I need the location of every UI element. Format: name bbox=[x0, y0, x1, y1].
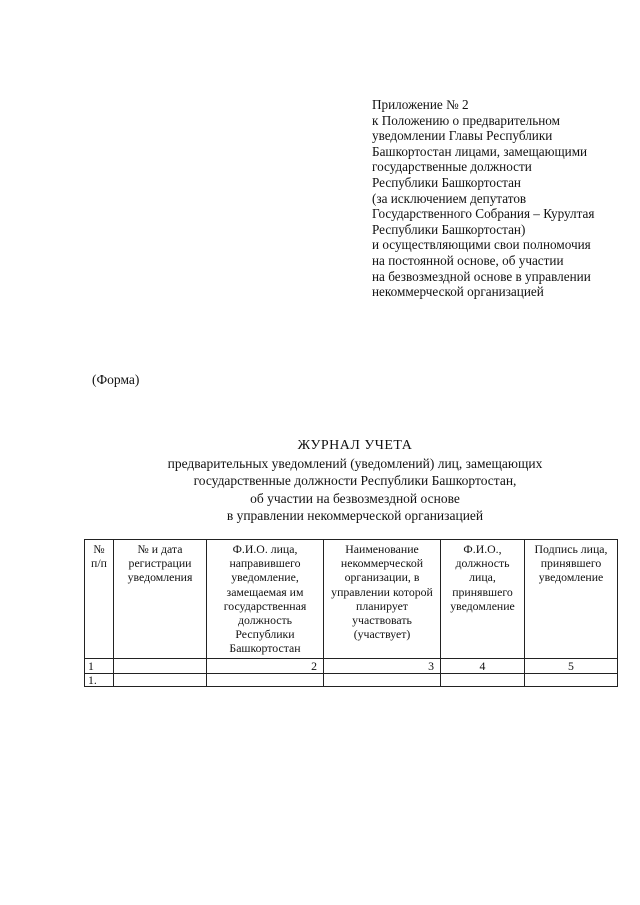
column-numbers-row bbox=[85, 658, 618, 673]
column-header-signature: Подпись лица, принявшего уведомление bbox=[525, 540, 618, 659]
column-header-sender: Ф.И.О. лица, направившего уведомление, замещаемая им государственная должность Республики Башкортостан bbox=[207, 540, 324, 659]
appendix-line: на постоянной основе, об участии bbox=[372, 252, 564, 268]
column-number: 1 bbox=[85, 658, 114, 673]
column-number: 5 bbox=[525, 658, 618, 673]
appendix-line: (за исключением депутатов bbox=[372, 190, 527, 206]
column-header-registration: № и дата регистрации уведомления bbox=[114, 540, 207, 659]
table-cell: 1. bbox=[85, 673, 114, 686]
table-cell bbox=[324, 673, 441, 686]
appendix-line: Республики Башкортостан) bbox=[372, 221, 526, 237]
column-number-empty bbox=[114, 658, 207, 673]
appendix-line: и осуществляющими свои полномочия bbox=[372, 237, 591, 253]
appendix-block bbox=[372, 97, 634, 300]
appendix-line: некоммерческой организацией bbox=[372, 284, 544, 300]
appendix-line: Приложение № 2 bbox=[372, 97, 469, 112]
journal-subtitle-line: предварительных уведомлений (уведомлений) лиц, замещающих bbox=[167, 455, 543, 471]
journal-subtitle-line: в управлении некоммерческой организацией bbox=[226, 508, 484, 523]
appendix-line: к Положению о предварительном bbox=[372, 112, 560, 128]
appendix-line: Государственного Собрания – Курултая bbox=[372, 206, 595, 222]
table-cell bbox=[114, 673, 207, 686]
appendix-line: государственные должности bbox=[372, 159, 532, 175]
journal-subtitle-line: об участии на безвозмездной основе bbox=[250, 490, 460, 506]
column-header-organization: Наименование некоммерческой организации, в управлении которой планирует участвовать (участвует) bbox=[324, 540, 441, 659]
journal-title: ЖУРНАЛ УЧЕТА bbox=[297, 438, 413, 453]
table-cell bbox=[525, 673, 618, 686]
appendix-line: Республики Башкортостан bbox=[372, 174, 521, 190]
form-label: (Форма) bbox=[92, 372, 140, 387]
table-row bbox=[85, 673, 618, 686]
appendix-line: Башкортостан лицами, замещающими bbox=[372, 143, 588, 159]
journal-table bbox=[84, 539, 618, 687]
column-number: 2 bbox=[207, 658, 324, 673]
appendix-line: уведомлении Главы Республики bbox=[372, 128, 553, 144]
column-header-number: № п/п bbox=[85, 540, 114, 659]
table-cell bbox=[441, 673, 525, 686]
appendix-line: на безвозмездной основе в управлении bbox=[372, 268, 591, 284]
journal-subtitle-line: государственные должности Республики Башкортостан, bbox=[193, 473, 517, 488]
column-number: 3 bbox=[324, 658, 441, 673]
table-cell bbox=[207, 673, 324, 686]
table-header-row bbox=[85, 540, 618, 659]
column-header-receiver: Ф.И.О., должность лица, принявшего уведомление bbox=[441, 540, 525, 659]
column-number: 4 bbox=[441, 658, 525, 673]
journal-title-block bbox=[60, 437, 640, 525]
